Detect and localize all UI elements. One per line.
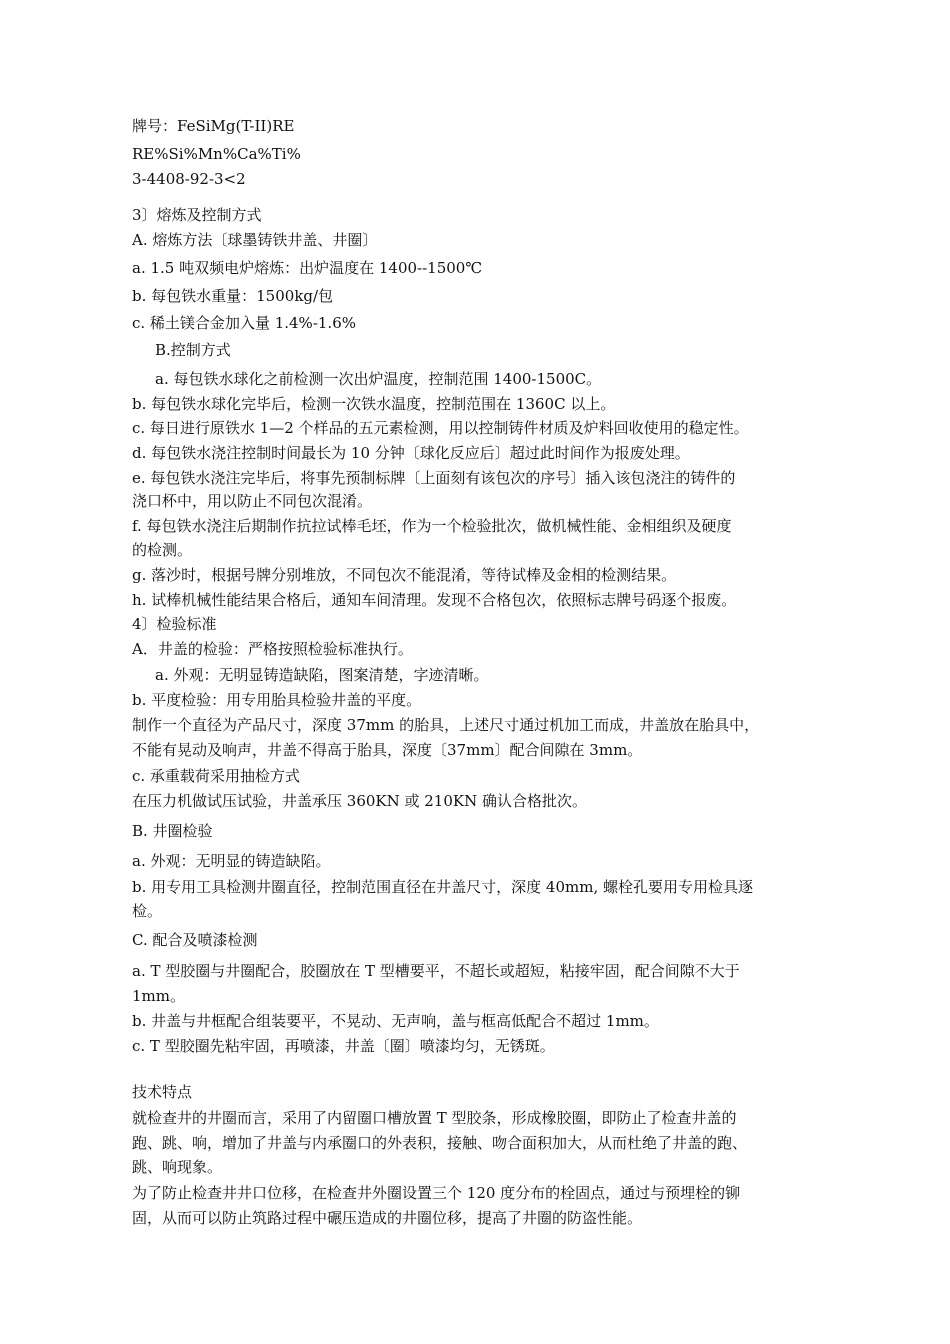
composition-header: RE%Si%Mn%Ca%Ti% xyxy=(132,145,301,163)
section4-C-item-b: b. 井盖与井框配合组装要平，不晃动、无声响，盖与框高低配合不超过 1mm。 xyxy=(132,1012,659,1030)
features-title: 技术特点 xyxy=(132,1083,193,1101)
section3-B-item-b: b. 每包铁水球化完毕后，检测一次铁水温度，控制范围在 1360C 以上。 xyxy=(132,395,616,413)
section4-B-item-b-line1: b. 用专用工具检测井圈直径，控制范围直径在井盖尺寸，深度 40mm, 螺栓孔要用专用检具逐 xyxy=(132,878,753,896)
section3-B-item-d: d. 每包铁水浇注控制时间最长为 10 分钟〔球化反应后〕超过此时间作为报废处理。 xyxy=(132,444,690,462)
composition-values: 3-4408-92-3<2 xyxy=(132,170,246,188)
features-p2-line2: 固，从而可以防止筑路过程中碾压造成的井圈位移，提高了井圈的防盗性能。 xyxy=(132,1209,643,1227)
section3-A-item-c: c. 稀土镁合金加入量 1.4%-1.6% xyxy=(132,314,356,332)
section4-A-item-b: b. 平度检验：用专用胎具检验井盖的平度。 xyxy=(132,691,422,709)
section4-A-item-c-desc: 在压力机做试压试验，井盖承压 360KN 或 210KN 确认合格批次。 xyxy=(132,792,587,810)
features-p1-line3: 跳、响现象。 xyxy=(132,1158,223,1176)
section3-B-item-a: a. 每包铁水球化之前检测一次出炉温度，控制范围 1400-1500C。 xyxy=(155,370,602,388)
section4-title: 4〕检验标准 xyxy=(132,615,217,633)
section3-B-item-e-line1: e. 每包铁水浇注完毕后，将事先预制标牌〔上面刻有该包次的序号〕插入该包浇注的铸件的 xyxy=(132,469,736,487)
section3-title: 3〕熔炼及控制方式 xyxy=(132,206,262,224)
section3-B-item-g: g. 落沙时，根据号牌分别堆放，不同包次不能混淆，等待试棒及金相的检测结果。 xyxy=(132,566,677,584)
section3-A-title: A. 熔炼方法〔球墨铸铁井盖、井圈〕 xyxy=(132,231,378,249)
section4-C-item-a-line1: a. T 型胶圈与井圈配合，胶圈放在 T 型槽要平，不超长或超短，粘接牢固，配合间隙不大于 xyxy=(132,962,740,980)
section4-A-item-a: a. 外观：无明显铸造缺陷，图案清楚，字迹清晰。 xyxy=(155,666,489,684)
section3-B-title: B.控制方式 xyxy=(155,341,231,359)
section4-B-item-a: a. 外观：无明显的铸造缺陷。 xyxy=(132,852,331,870)
section3-B-item-f-line2: 的检测。 xyxy=(132,541,193,559)
section4-C-item-a-line2: 1mm。 xyxy=(132,987,185,1005)
section4-A-item-b-desc1: 制作一个直径为产品尺寸，深度 37mm 的胎具，上述尺寸通过机加工而成，井盖放在胎具中， xyxy=(132,716,760,734)
section3-B-item-c: c. 每日进行原铁水 1—2 个样品的五元素检测，用以控制铸件材质及炉料回收使用的稳定性。 xyxy=(132,419,749,437)
section4-A-item-b-desc2: 不能有晃动及响声，井盖不得高于胎具，深度〔37mm〕配合间隙在 3mm。 xyxy=(132,741,643,759)
section4-C-item-c: c. T 型胶圈先粘牢固，再喷漆，井盖〔圈〕喷漆均匀，无锈斑。 xyxy=(132,1037,555,1055)
section4-B-item-b-line2: 检。 xyxy=(132,902,163,920)
section3-A-item-a: a. 1.5 吨双频电炉熔炼：出炉温度在 1400--1500℃ xyxy=(132,259,483,277)
features-p1-line2: 跑、跳、响，增加了井盖与内承圈口的外表积，接触、吻合面积加大，从而杜绝了井盖的跑、 xyxy=(132,1134,748,1152)
section3-B-item-h: h. 试棒机械性能结果合格后，通知车间清理。发现不合格包次，依照标志牌号码逐个报废。 xyxy=(132,591,737,609)
section4-A-title: A．井盖的检验：严格按照检验标准执行。 xyxy=(132,640,413,658)
features-p2-line1: 为了防止检查井井口位移，在检查井外圈设置三个 120 度分布的栓固点，通过与预埋栓的铆 xyxy=(132,1184,741,1202)
section3-A-item-b: b. 每包铁水重量：1500kg/包 xyxy=(132,287,334,305)
section4-C-title: C. 配合及喷漆检测 xyxy=(132,931,258,949)
section3-B-item-e-line2: 浇口杯中，用以防止不同包次混淆。 xyxy=(132,492,373,510)
grade-line: 牌号：FeSiMg(T-II)RE xyxy=(132,117,295,135)
section4-A-item-c: c. 承重载荷采用抽检方式 xyxy=(132,767,300,785)
section3-B-item-f-line1: f. 每包铁水浇注后期制作抗拉试棒毛坯，作为一个检验批次，做机械性能、金相组织及硬度 xyxy=(132,517,732,535)
section4-B-title: B. 井圈检验 xyxy=(132,822,213,840)
features-p1-line1: 就检查井的井圈而言，采用了内留圈口槽放置 T 型胶条，形成橡胶圈，即防止了检查井盖的 xyxy=(132,1109,737,1127)
